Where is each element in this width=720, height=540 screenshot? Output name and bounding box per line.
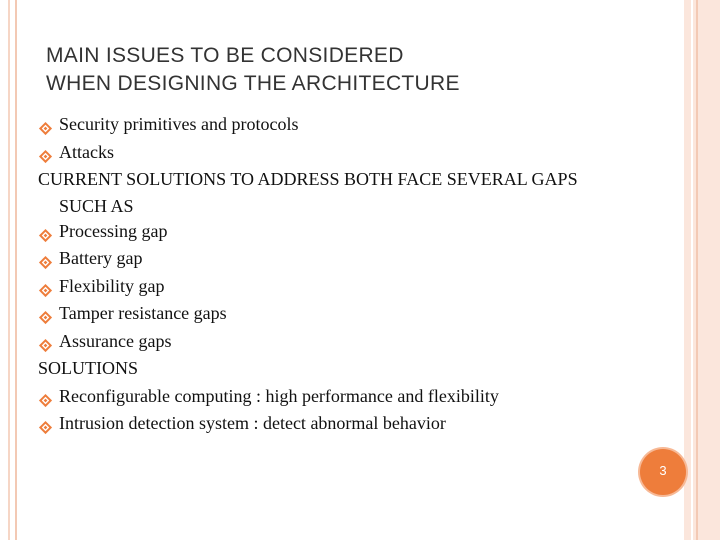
left-frame-line [8, 0, 10, 540]
bullet-text: Intrusion detection system : detect abnormal behavior [59, 413, 446, 433]
bullet-text: Security primitives and protocols [59, 114, 299, 134]
bullet-item [38, 218, 678, 246]
bullet-item [38, 111, 678, 139]
diamond-bullet-icon [38, 224, 53, 239]
bullet-text: Attacks [59, 141, 114, 162]
bullet-text: Assurance gaps [59, 330, 172, 351]
bullet-text: Battery gap [59, 248, 143, 268]
heading-text: CURRENT SOLUTIONS TO ADDRESS BOTH FACE SEVERAL GAPS [38, 169, 578, 189]
bullet-item [38, 139, 678, 167]
diamond-bullet-icon [38, 389, 53, 404]
slide-title [46, 42, 666, 98]
right-frame-line [691, 0, 693, 540]
diamond-bullet-icon [38, 416, 53, 431]
bullet-item [38, 383, 678, 411]
right-frame-band [684, 0, 720, 540]
diamond-bullet-icon [38, 145, 53, 160]
bullet-item [38, 328, 678, 356]
page-number-badge: 3 [640, 449, 686, 495]
bullet-item [38, 245, 678, 273]
right-frame-line-accent [696, 0, 698, 540]
bullet-item [38, 410, 678, 438]
diamond-bullet-icon [38, 306, 53, 321]
slide-body [38, 111, 678, 438]
bullet-text: Processing gap [59, 220, 168, 241]
heading-text: SOLUTIONS [38, 358, 139, 378]
section-heading [38, 166, 678, 194]
bullet-item [38, 273, 678, 301]
diamond-bullet-icon [38, 251, 53, 266]
slide-title-line-1: MAIN ISSUES TO BE CONSIDERED [46, 44, 404, 67]
diamond-bullet-icon [38, 279, 53, 294]
bullet-text: Flexibility gap [59, 275, 165, 296]
bullet-text: Tamper resistance gaps [59, 303, 227, 323]
bullet-item [38, 300, 678, 328]
section-heading [38, 194, 678, 218]
slide-title-line-2: WHEN DESIGNING THE ARCHITECTURE [46, 72, 460, 95]
diamond-bullet-icon [38, 334, 53, 349]
bullet-text: Reconfigurable computing : high performance and flexibility [59, 385, 499, 406]
section-heading [38, 355, 678, 383]
heading-text: SUCH AS [59, 195, 134, 216]
diamond-bullet-icon [38, 117, 53, 132]
